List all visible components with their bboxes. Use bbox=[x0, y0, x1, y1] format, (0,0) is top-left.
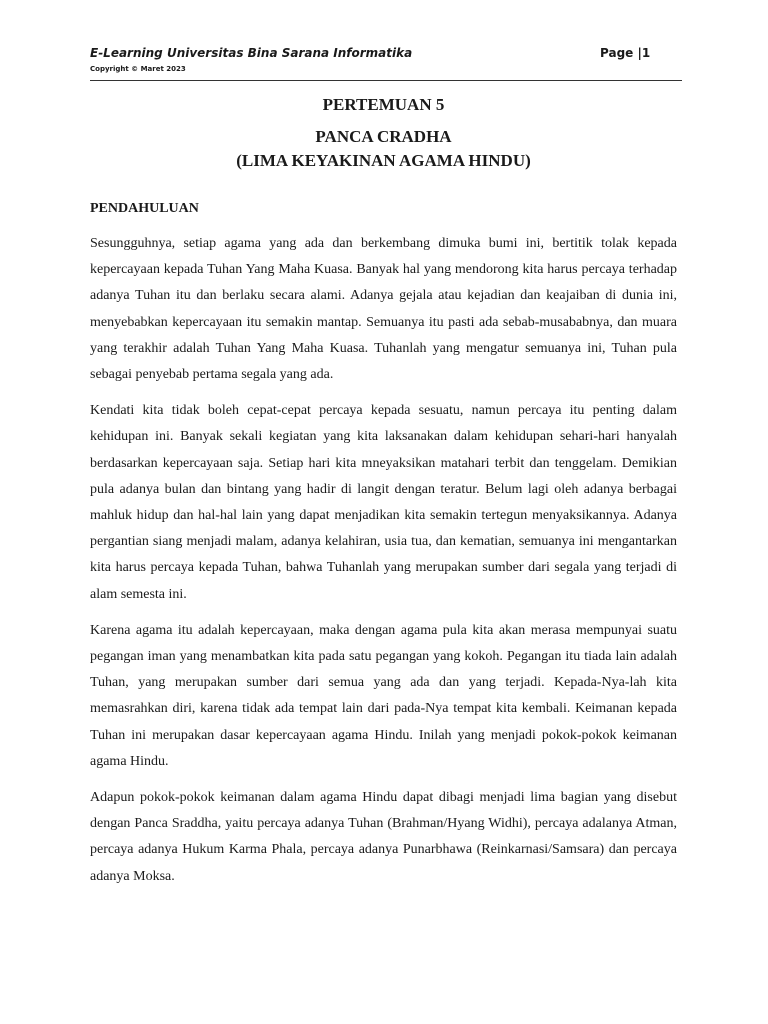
paragraph-1: Sesungguhnya, setiap agama yang ada dan berkembang dimuka bumi ini, bertitik tolak kepada kepercayaan kepada Tuhan Yang Maha Kuasa. Banyak hal yang mendorong kita harus percaya terhadap adanya Tuhan itu dan berlaku secara alami. Adanya gejala atau kejadian dan keajaiban di dunia ini, menyebabkan kepercayaan itu semakin mantap. Semuanya itu pasti ada sebab-musababnya, dan muara yang terakhir adalah Tuhan Yang Maha Kuasa. Tuhanlah yang mengatur semuanya ini, Tuhan pula sebagai penyebab pertama segala yang ada. bbox=[90, 236, 677, 383]
document-body bbox=[90, 92, 677, 890]
section-heading: PENDAHULUAN bbox=[90, 201, 199, 216]
page-number: Page |1 bbox=[600, 46, 651, 60]
page-header bbox=[90, 44, 682, 81]
meeting-heading: PERTEMUAN 5 bbox=[322, 95, 445, 114]
header-title: E-Learning Universitas Bina Sarana Informatika bbox=[90, 46, 413, 60]
paragraph-4: Adapun pokok-pokok keimanan dalam agama Hindu dapat dibagi menjadi lima bagian yang disebut dengan Panca Sraddha, yaitu percaya adanya Tuhan (Brahman/Hyang Widhi), percaya adalanya Atman, percaya adanya Hukum Karma Phala, percaya adanya Punarbhawa (Reinkarnasi/Samsara) dan percaya adanya Moksa. bbox=[90, 790, 677, 884]
paragraph-3: Karena agama itu adalah kepercayaan, maka dengan agama pula kita akan merasa mempunyai suatu pegangan iman yang menambatkan kita pada satu pegangan yang kokoh. Pegangan itu tiada lain adalah Tuhan, yang merupakan sumber dari semua yang ada dan yang terjadi. Kepada-Nya-lah kita memasrahkan diri, karena tidak ada tempat lain dari pada-Nya tempat kita kembali. Keimanan kepada Tuhan ini merupakan dasar kepercayaan agama Hindu. Inilah yang menjadi pokok-pokok keimanan agama Hindu. bbox=[90, 622, 677, 769]
paragraph-2: Kendati kita tidak boleh cepat-cepat percaya kepada sesuatu, namun percaya itu penting dalam kehidupan ini. Banyak sekali kegiatan yang kita laksanakan dalam kehidupan sehari-hari hanyalah berdasarkan kepercayaan saja. Setiap hari kita mneyaksikan matahari terbit dan tenggelam. Demikian pula adanya bulan dan bintang yang hadir di langit dengan teratur. Belum lagi oleh adanya berbagai mahluk hidup dan hal-hal lain yang dapat menjadikan kita semakin tertegun menyaksikannya. Adanya pergantian siang menjadi malam, adanya kelahiran, usia tua, dan kematian, semuanya ini mengantarkan kita harus percaya kepada Tuhan, bahwa Tuhanlah yang merupakan sumber dari segala yang terjadi di alam semesta ini. bbox=[90, 403, 677, 602]
header-copyright: Copyright © Maret 2023 bbox=[90, 65, 186, 73]
document-title bbox=[90, 125, 677, 173]
title-line-2: (LIMA KEYAKINAN AGAMA HINDU) bbox=[236, 151, 531, 170]
title-line-1: PANCA CRADHA bbox=[315, 127, 452, 146]
